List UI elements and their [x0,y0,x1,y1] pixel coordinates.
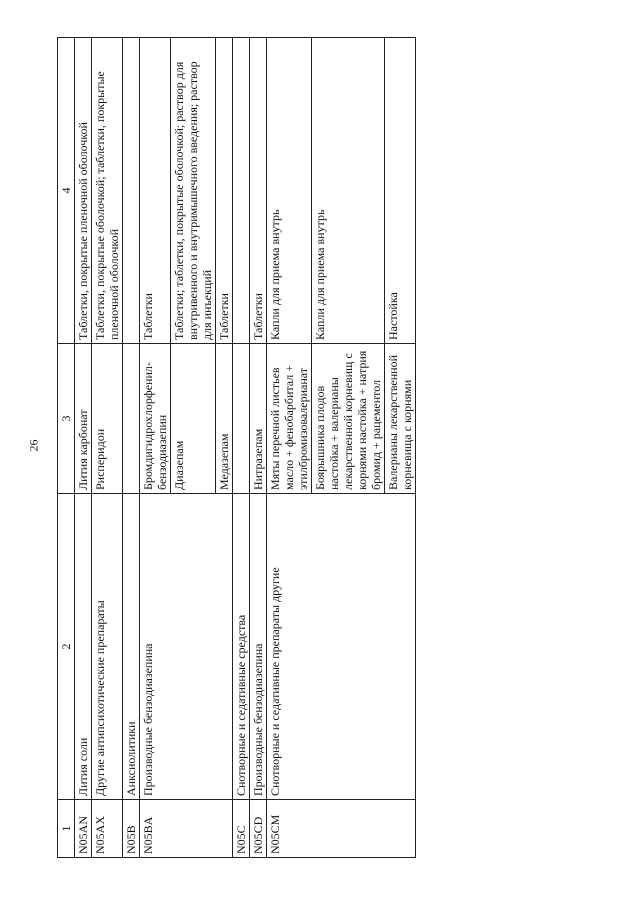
header-row [58,38,75,858]
atc-code: N05C [233,800,250,858]
group-name: Снотворные и седативные препараты другие [267,494,416,800]
dosage-form: Настойка [385,38,416,344]
drug-name: Мяты перечной листьев масло + фенобарбитал + этилбромизовалерианат [267,344,312,494]
drug-name: Нитразепам [250,344,267,494]
drug-name: Лития карбонат [75,344,92,494]
dosage-form [233,38,250,344]
group-name: Лития соли [75,494,92,800]
drug-name: Диазепам [171,344,216,494]
drug-name: Рисперидон [92,344,123,494]
rotated-table-sheet [57,38,617,858]
dosage-form: Таблетки, покрытые оболочкой; таблетки, покрытые пленочной оболочкой [92,38,123,344]
dosage-form [123,38,140,344]
table-row [233,38,250,858]
drug-name: Бромдигидрохлорфенил-бензодиазепин [140,344,171,494]
header-col-4: 4 [58,38,75,344]
drug-table [57,37,416,858]
group-name: Производные бензодиазепина [250,494,267,800]
dosage-form: Таблетки [216,38,233,344]
drug-name: Боярышника плодов настойка + валерианы лекарственной корневищ с корнями настойка + натрия бромид + рацементол [312,344,385,494]
atc-code: N05CD [250,800,267,858]
group-name: Анксиолитики [123,494,140,800]
table-row [92,38,123,858]
atc-code: N05AN [75,800,92,858]
header-col-3: 3 [58,344,75,494]
group-name: Снотворные и седативные средства [233,494,250,800]
table-row [140,38,171,858]
dosage-form: Таблетки; таблетки, покрытые оболочкой; раствор для внутривенного и внутримышечного введения; раствор для инъекций [171,38,216,344]
dosage-form: Таблетки, покрытые пленочной оболочкой [75,38,92,344]
table-row [267,38,312,858]
dosage-form: Капли для приема внутрь [312,38,385,344]
drug-name [233,344,250,494]
group-name: Производные бензодиазепина [140,494,233,800]
header-col-1: 1 [58,800,75,858]
dosage-form: Таблетки [250,38,267,344]
dosage-form: Капли для приема внутрь [267,38,312,344]
drug-name [123,344,140,494]
group-name: Другие антипсихотические препараты [92,494,123,800]
drug-name: Валерианы лекарственной корневища с корнями [385,344,416,494]
dosage-form: Таблетки [140,38,171,344]
header-col-2: 2 [58,494,75,800]
atc-code: N05AX [92,800,123,858]
page-number: 26 [26,439,41,452]
atc-code: N05CM [267,800,416,858]
table-row [250,38,267,858]
table-row [75,38,92,858]
atc-code: N05BA [140,800,233,858]
drug-name: Медазепам [216,344,233,494]
table-row [123,38,140,858]
atc-code: N05B [123,800,140,858]
